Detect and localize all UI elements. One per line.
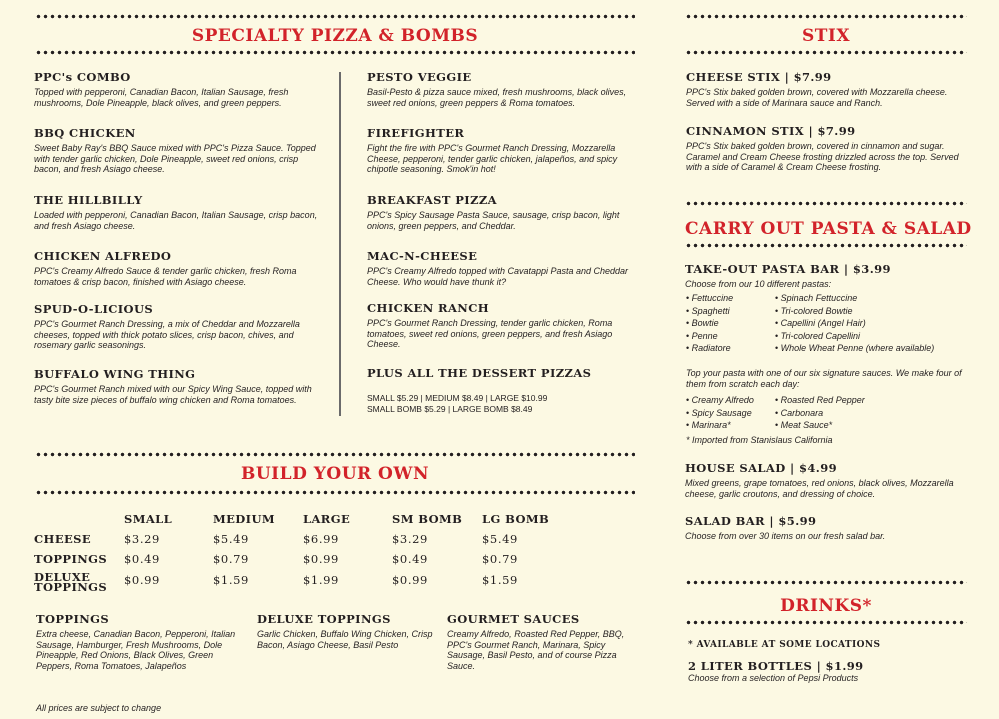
item-name: BBQ CHICKEN [34,126,136,140]
divider-dots [685,50,967,55]
price-cell: $0.79 [213,552,249,566]
row-label-line: DELUXE [34,570,91,584]
menu-item-pesto-veggie [367,70,647,108]
price-cell: $0.79 [482,552,518,566]
column-header: SM BOMB [392,512,463,526]
menu-item-combo [34,70,324,108]
sauce-list-right [775,394,865,432]
toppings-block [36,612,236,671]
divider-dots [35,452,635,457]
price-cell: $5.49 [482,532,518,546]
price-cell: $0.99 [392,573,428,587]
list-item: • Bowtie [686,317,733,330]
dessert-pizzas [367,366,647,414]
menu-item-chicken-ranch [367,301,647,350]
divider-dots [35,490,635,495]
list-item: • Whole Wheat Penne (where available) [775,342,934,355]
list-item: • Marinara* [686,419,754,432]
item-description: PPC's Stix baked golden brown, covered in cinnamon and sugar. Caramel and Cream Cheese frosting drizzled across the top. Served with a side of Caramel & Cream Cheese frosting. [686,141,959,173]
divider-dots [685,243,967,248]
section-title-stix: STIX [801,26,851,46]
divider-dots [685,14,967,19]
item-name: CHICKEN ALFREDO [34,249,172,263]
item-description: Creamy Alfredo, Roasted Red Pepper, BBQ, PPC's Gourmet Ranch, Marinara, Spicy Sausage, Basil Pesto, and of course Pizza Sauce. [447,629,625,671]
menu-item-mac-n-cheese [367,249,647,287]
column-header: SMALL [124,512,173,526]
item-name: FIREFIGHTER [367,126,465,140]
item-description: Mixed greens, grape tomatoes, red onions, black olives, Mozzarella cheese, garlic croutons, and dressing of choice. [685,478,954,499]
price-cell: $1.59 [482,573,518,587]
item-name: SPUD-O-LICIOUS [34,302,154,316]
imported-note: * Imported from Stanislaus California [686,435,833,445]
item-description: PPC's Creamy Alfredo topped with Cavatappi Pasta and Cheddar Cheese. Who would have thunk it? [367,266,629,287]
pasta-bar [685,262,970,290]
list-item: • Carbonara [775,407,865,420]
item-description: PPC's Gourmet Ranch Dressing, a mix of Cheddar and Mozzarella cheeses, topped with thick potato slices, crisp bacon, chives, and rosemary garlic seasonings. [34,319,300,351]
column-divider [339,72,341,416]
menu-item-cheese-stix [686,70,971,108]
item-name: THE HILLBILLY [34,193,143,207]
menu-item-hillbilly [34,193,324,231]
section-title-drinks: DRINKS* [780,596,872,616]
menu-item-firefighter [367,126,647,175]
item-description: PPC's Gourmet Ranch mixed with our Spicy Wing Sauce, topped with tasty bite size pieces of buffalo wing chicken and Roma tomatoes. [34,384,312,405]
price-cell: $3.29 [392,532,428,546]
menu-item-buffalo-wing-thing [34,367,324,405]
list-item: • Spicy Sausage [686,407,754,420]
list-item: • Penne [686,330,733,343]
list-item: • Tri-colored Capellini [775,330,934,343]
item-description: Choose from our 10 different pastas: [685,279,832,289]
item-name: PESTO VEGGIE [367,70,472,84]
gourmet-sauces-block [447,612,627,671]
list-item: • Spinach Fettuccine [775,292,934,305]
item-description: Sweet Baby Ray's BBQ Sauce mixed with PPC's Pizza Sauce. Topped with tender garlic chicken, Dole Pineapple, sweet red onions, crisp bacon, and fresh Asiago cheese. [34,143,316,175]
item-description: PPC's Spicy Sausage Pasta Sauce, sausage, crisp bacon, light onions, green peppers, and Cheddar. [367,210,620,231]
divider-dots [35,50,635,55]
list-item: • Radiatore [686,342,733,355]
item-name: CHICKEN RANCH [367,301,490,315]
list-item: • Tri-colored Bowtie [775,305,934,318]
price-cell: $6.99 [303,532,339,546]
item-description: Garlic Chicken, Buffalo Wing Chicken, Crisp Bacon, Asiago Cheese, Basil Pesto [257,629,433,650]
item-name: TOPPINGS [36,612,110,626]
divider-dots [35,14,635,19]
list-item: • Meat Sauce* [775,419,865,432]
list-item: • Roasted Red Pepper [775,394,865,407]
price-cell: $0.49 [124,552,160,566]
price-cell: $0.49 [392,552,428,566]
item-name: CHEESE STIX | $7.99 [686,70,832,84]
column-header: LG BOMB [482,512,550,526]
divider-dots [685,580,967,585]
menu-item-chicken-alfredo [34,249,324,287]
item-name: DELUXE TOPPINGS [257,612,391,626]
pasta-list-right [775,292,934,355]
menu-item-bbq-chicken [34,126,324,175]
section-title-pasta-salad: CARRY OUT PASTA & SALAD [685,219,972,239]
item-name: PPC's COMBO [34,70,131,84]
sauce-intro: Top your pasta with one of our six signature sauces. We make four of them from scratch each day: [686,368,962,389]
item-description: Loaded with pepperoni, Canadian Bacon, Italian Sausage, crisp bacon, and fresh Asiago cheese. [34,210,318,231]
list-item: • Fettuccine [686,292,733,305]
divider-dots [685,620,967,625]
section-title-specialty: SPECIALTY PIZZA & BOMBS [191,26,479,46]
item-description: Fight the fire with PPC's Gourmet Ranch Dressing, Mozzarella Cheese, pepperoni, tender garlic chicken, jalapeños, and spicy chipotle seasoning. Smok'in hot! [367,143,618,175]
price-footnote: All prices are subject to change [36,703,162,713]
row-label: CHEESE [34,532,92,546]
menu-item-salad-bar [685,514,970,542]
menu-item-breakfast-pizza [367,193,647,231]
item-name: SALAD BAR | $5.99 [685,514,817,528]
item-name: TAKE-OUT PASTA BAR | $3.99 [685,262,891,276]
price-cell: $1.99 [303,573,339,587]
item-description: Basil-Pesto & pizza sauce mixed, fresh mushrooms, black olives, sweet red onions, green peppers & Roma tomatoes. [367,87,627,108]
item-description: PPC's Stix baked golden brown, covered with Mozzarella cheese. Served with a side of Marinara sauce and Ranch. [686,87,948,108]
column-header: MEDIUM [213,512,276,526]
item-name: MAC-N-CHEESE [367,249,478,263]
sauce-list-left [686,394,754,432]
row-label: TOPPINGS [34,552,108,566]
price-cell: $1.59 [213,573,249,587]
drinks-availability-note: * AVAILABLE AT SOME LOCATIONS [688,640,881,650]
row-label [34,572,107,592]
divider-dots [685,201,967,206]
item-description: Choose from a selection of Pepsi Products [688,673,859,683]
dessert-price-line: SMALL $5.29 | MEDIUM $8.49 | LARGE $10.99 [367,393,548,403]
price-cell: $0.99 [303,552,339,566]
item-name: CINNAMON STIX | $7.99 [686,124,856,138]
list-item: • Capellini (Angel Hair) [775,317,934,330]
price-cell: $5.49 [213,532,249,546]
item-description: Extra cheese, Canadian Bacon, Pepperoni, Italian Sausage, Hamburger, Fresh Mushrooms, Dole Pineapple, Red Onions, Black Olives, Green Peppers, Roma Tomatoes, Jalapeños [36,629,236,671]
item-name: BUFFALO WING THING [34,367,196,381]
item-description: Topped with pepperoni, Canadian Bacon, Italian Sausage, fresh mushrooms, Dole Pineapple, black olives, and green peppers. [34,87,289,108]
item-description: PPC's Gourmet Ranch Dressing, tender garlic chicken, Roma tomatoes, sweet red onions, green peppers, and fresh Asiago Cheese. [367,318,613,350]
item-name: BREAKFAST PIZZA [367,193,497,207]
menu-item-house-salad [685,461,970,499]
column-header: LARGE [303,512,351,526]
item-name: PLUS ALL THE DESSERT PIZZAS [367,366,592,380]
item-name: 2 LITER BOTTLES | $1.99 [688,659,864,673]
menu-item-cinnamon-stix [686,124,971,173]
pasta-list-left [686,292,733,355]
bomb-price-line: SMALL BOMB $5.29 | LARGE BOMB $8.49 [367,403,533,414]
item-description: PPC's Creamy Alfredo Sauce & tender garlic chicken, fresh Roma tomatoes & crisp bacon, finished with Asiago cheese. [34,266,297,287]
list-item: • Spaghetti [686,305,733,318]
item-name: GOURMET SAUCES [447,612,580,626]
row-label-line: TOPPINGS [34,580,108,594]
list-item: • Creamy Alfredo [686,394,754,407]
item-description: Choose from over 30 items on our fresh salad bar. [685,531,886,541]
item-name: HOUSE SALAD | $4.99 [685,461,837,475]
menu-item-2-liter [688,659,968,684]
deluxe-toppings-block [257,612,437,650]
price-cell: $3.29 [124,532,160,546]
section-title-build-your-own: BUILD YOUR OWN [240,464,429,484]
price-cell: $0.99 [124,573,160,587]
menu-item-spud-o-licious [34,302,324,351]
